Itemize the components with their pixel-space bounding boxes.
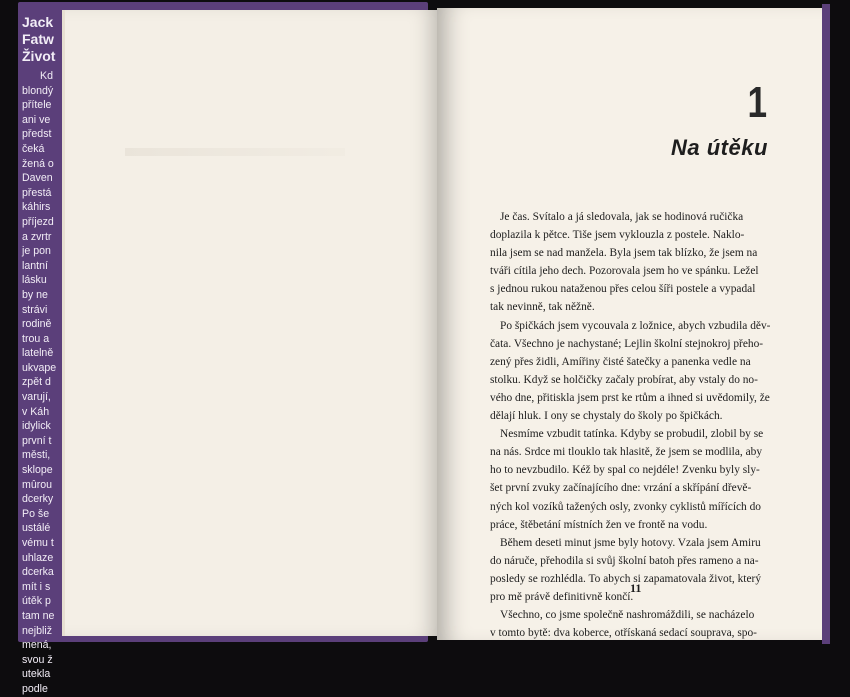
cover-blurb-line: zpět d: [22, 376, 51, 389]
cover-blurb-line: lásku: [22, 274, 47, 287]
cover-blurb-line: varují,: [22, 391, 51, 404]
cover-blurb-line: útěk p: [22, 595, 51, 608]
cover-blurb-line: příjezd: [22, 215, 54, 228]
cover-blurb-line: by ne: [22, 288, 48, 301]
cover-blurb-line: svou ž: [22, 653, 53, 666]
body-line: pro mě právě definitivně končí.: [490, 590, 634, 603]
body-line: zený přes židli, Amířiny čisté šatečky a panenka vedle na: [490, 355, 751, 368]
cover-blurb-line: předst: [22, 128, 52, 141]
cover-blurb-line: čeká: [22, 142, 45, 155]
cover-blurb-line: utekla: [22, 668, 51, 681]
cover-blurb-line: je pon: [22, 245, 51, 258]
body-line: Během deseti minut jsme byly hotovy. Vzala jsem Amiru: [500, 536, 761, 549]
cover-blurb-line: sklope: [22, 464, 53, 477]
right-cover-edge: [822, 4, 830, 644]
cover-blurb-line: strávi: [22, 303, 48, 316]
cover-blurb-line: blondý: [22, 84, 54, 97]
left-page: [62, 10, 439, 636]
cover-blurb-line: mûrou: [22, 478, 53, 491]
chapter-number: 1: [747, 78, 768, 127]
body-line: čata. Všechno je nachystané; Lejlin školní stejnokroj přeho-: [490, 337, 764, 350]
cover-blurb-line: Po še: [22, 507, 50, 520]
cover-blurb-line: trou a: [22, 332, 50, 345]
body-line: doplazila k pětce. Tiše jsem vyklouzla z postele. Naklo-: [490, 229, 745, 242]
cover-blurb-line: žená o: [22, 157, 54, 170]
chapter-body-text: [490, 208, 778, 642]
body-line: práce, štěbetání místních žen ve frontě na vodu.: [490, 518, 708, 531]
body-line: šet první zvuky začínajícího dne: vrzání a skřípání dřevě-: [490, 482, 752, 495]
body-line: Je čas. Svítalo a já sledovala, jak se hodinová ručička: [500, 211, 744, 223]
body-line: Nesmíme vzbudit tatínka. Kdyby se probudil, zlobil by se: [500, 428, 764, 441]
chapter-title: Na útěku: [671, 135, 768, 160]
cover-blurb-line: nejbliž: [22, 624, 53, 637]
body-line: nila jsem se nad manžela. Byla jsem tak blízko, že jsem na: [490, 247, 758, 260]
cover-blurb-line: tam ne: [22, 609, 55, 622]
body-line: Všechno, co jsme společně nashromáždili, se nacházelo: [500, 609, 755, 622]
cover-blurb-line: ukvape: [22, 361, 57, 374]
body-line: posledy se rozhlédla. To abych si zapamatovala život, který: [490, 572, 762, 585]
body-line: dělají hluk. I ony se chystaly do školy po špičkách.: [490, 410, 723, 423]
cover-blurb-line: Kd: [40, 70, 53, 82]
body-line: ho to nevzbudilo. Kéž by spal co nejdéle! Zvenku byly sly-: [490, 464, 760, 477]
cover-blurb-line: přítele: [22, 99, 52, 112]
cover-blurb-line: idylick: [22, 420, 51, 433]
cover-title-line: Fatw: [22, 31, 54, 47]
body-line: stolku. Když se holčičky začaly probírat, aby vstaly do no-: [490, 373, 758, 386]
cover-blurb-line: přestá: [22, 186, 52, 199]
cover-blurb-line: dcerka: [22, 566, 54, 579]
body-line: v tomto bytě: dva koberce, otřískaná sedací souprava, spo-: [490, 627, 757, 640]
cover-blurb-line: a zvrtr: [22, 230, 52, 243]
cover-blurb-line: latelně: [22, 347, 54, 360]
cover-blurb-line: mít i s: [22, 580, 51, 593]
cover-blurb-line: dcerky: [22, 493, 54, 506]
show-through-shadow: [125, 148, 345, 156]
cover-blurb-line: Daven: [22, 172, 53, 185]
cover-blurb-line: uhlaze: [22, 551, 54, 564]
body-line: na nás. Srdce mi tlouklo tak hlasitě, že jsem se modlila, aby: [490, 446, 763, 459]
body-line: do náruče, přehodila si svůj školní batoh přes rameno a na-: [490, 554, 759, 567]
cover-blurb-line: rodině: [22, 318, 52, 331]
cover-blurb-line: lantní: [22, 259, 48, 272]
body-line: tak nevinně, tak něžně.: [490, 301, 595, 314]
cover-blurb-line: vému t: [22, 537, 54, 549]
body-line: Po špičkách jsem vycouvala z ložnice, abych vzbudila děv-: [500, 319, 771, 332]
body-line: tváři cítila jeho dech. Pozorovala jsem ho ve spánku. Ležel: [490, 265, 759, 278]
body-line: s jednou rukou nataženou přes celou šíři postele a vypadal: [490, 283, 756, 296]
body-line: vého dne, přitiskla jsem prst ke rtům a ihned si uvědomily, že: [490, 391, 770, 404]
cover-blurb-line: káhirs: [22, 201, 51, 214]
cover-blurb-line: městi,: [22, 449, 51, 462]
page-number: 11: [630, 581, 642, 595]
cover-blurb-line: ustálé: [22, 522, 51, 535]
cover-blurb-line: ani ve: [22, 113, 51, 126]
cover-blurb-line: mená,: [22, 639, 52, 652]
cover-blurb-line: v Káh: [22, 405, 50, 418]
body-line: ných kol vozíků tažených osly, zvonky cyklistů mířících do: [490, 500, 761, 513]
cover-title-line: Jack: [22, 14, 54, 30]
cover-blurb-line: podle: [22, 682, 48, 695]
cover-blurb-line: první t: [22, 434, 52, 447]
cover-title-line: Život: [22, 48, 56, 64]
